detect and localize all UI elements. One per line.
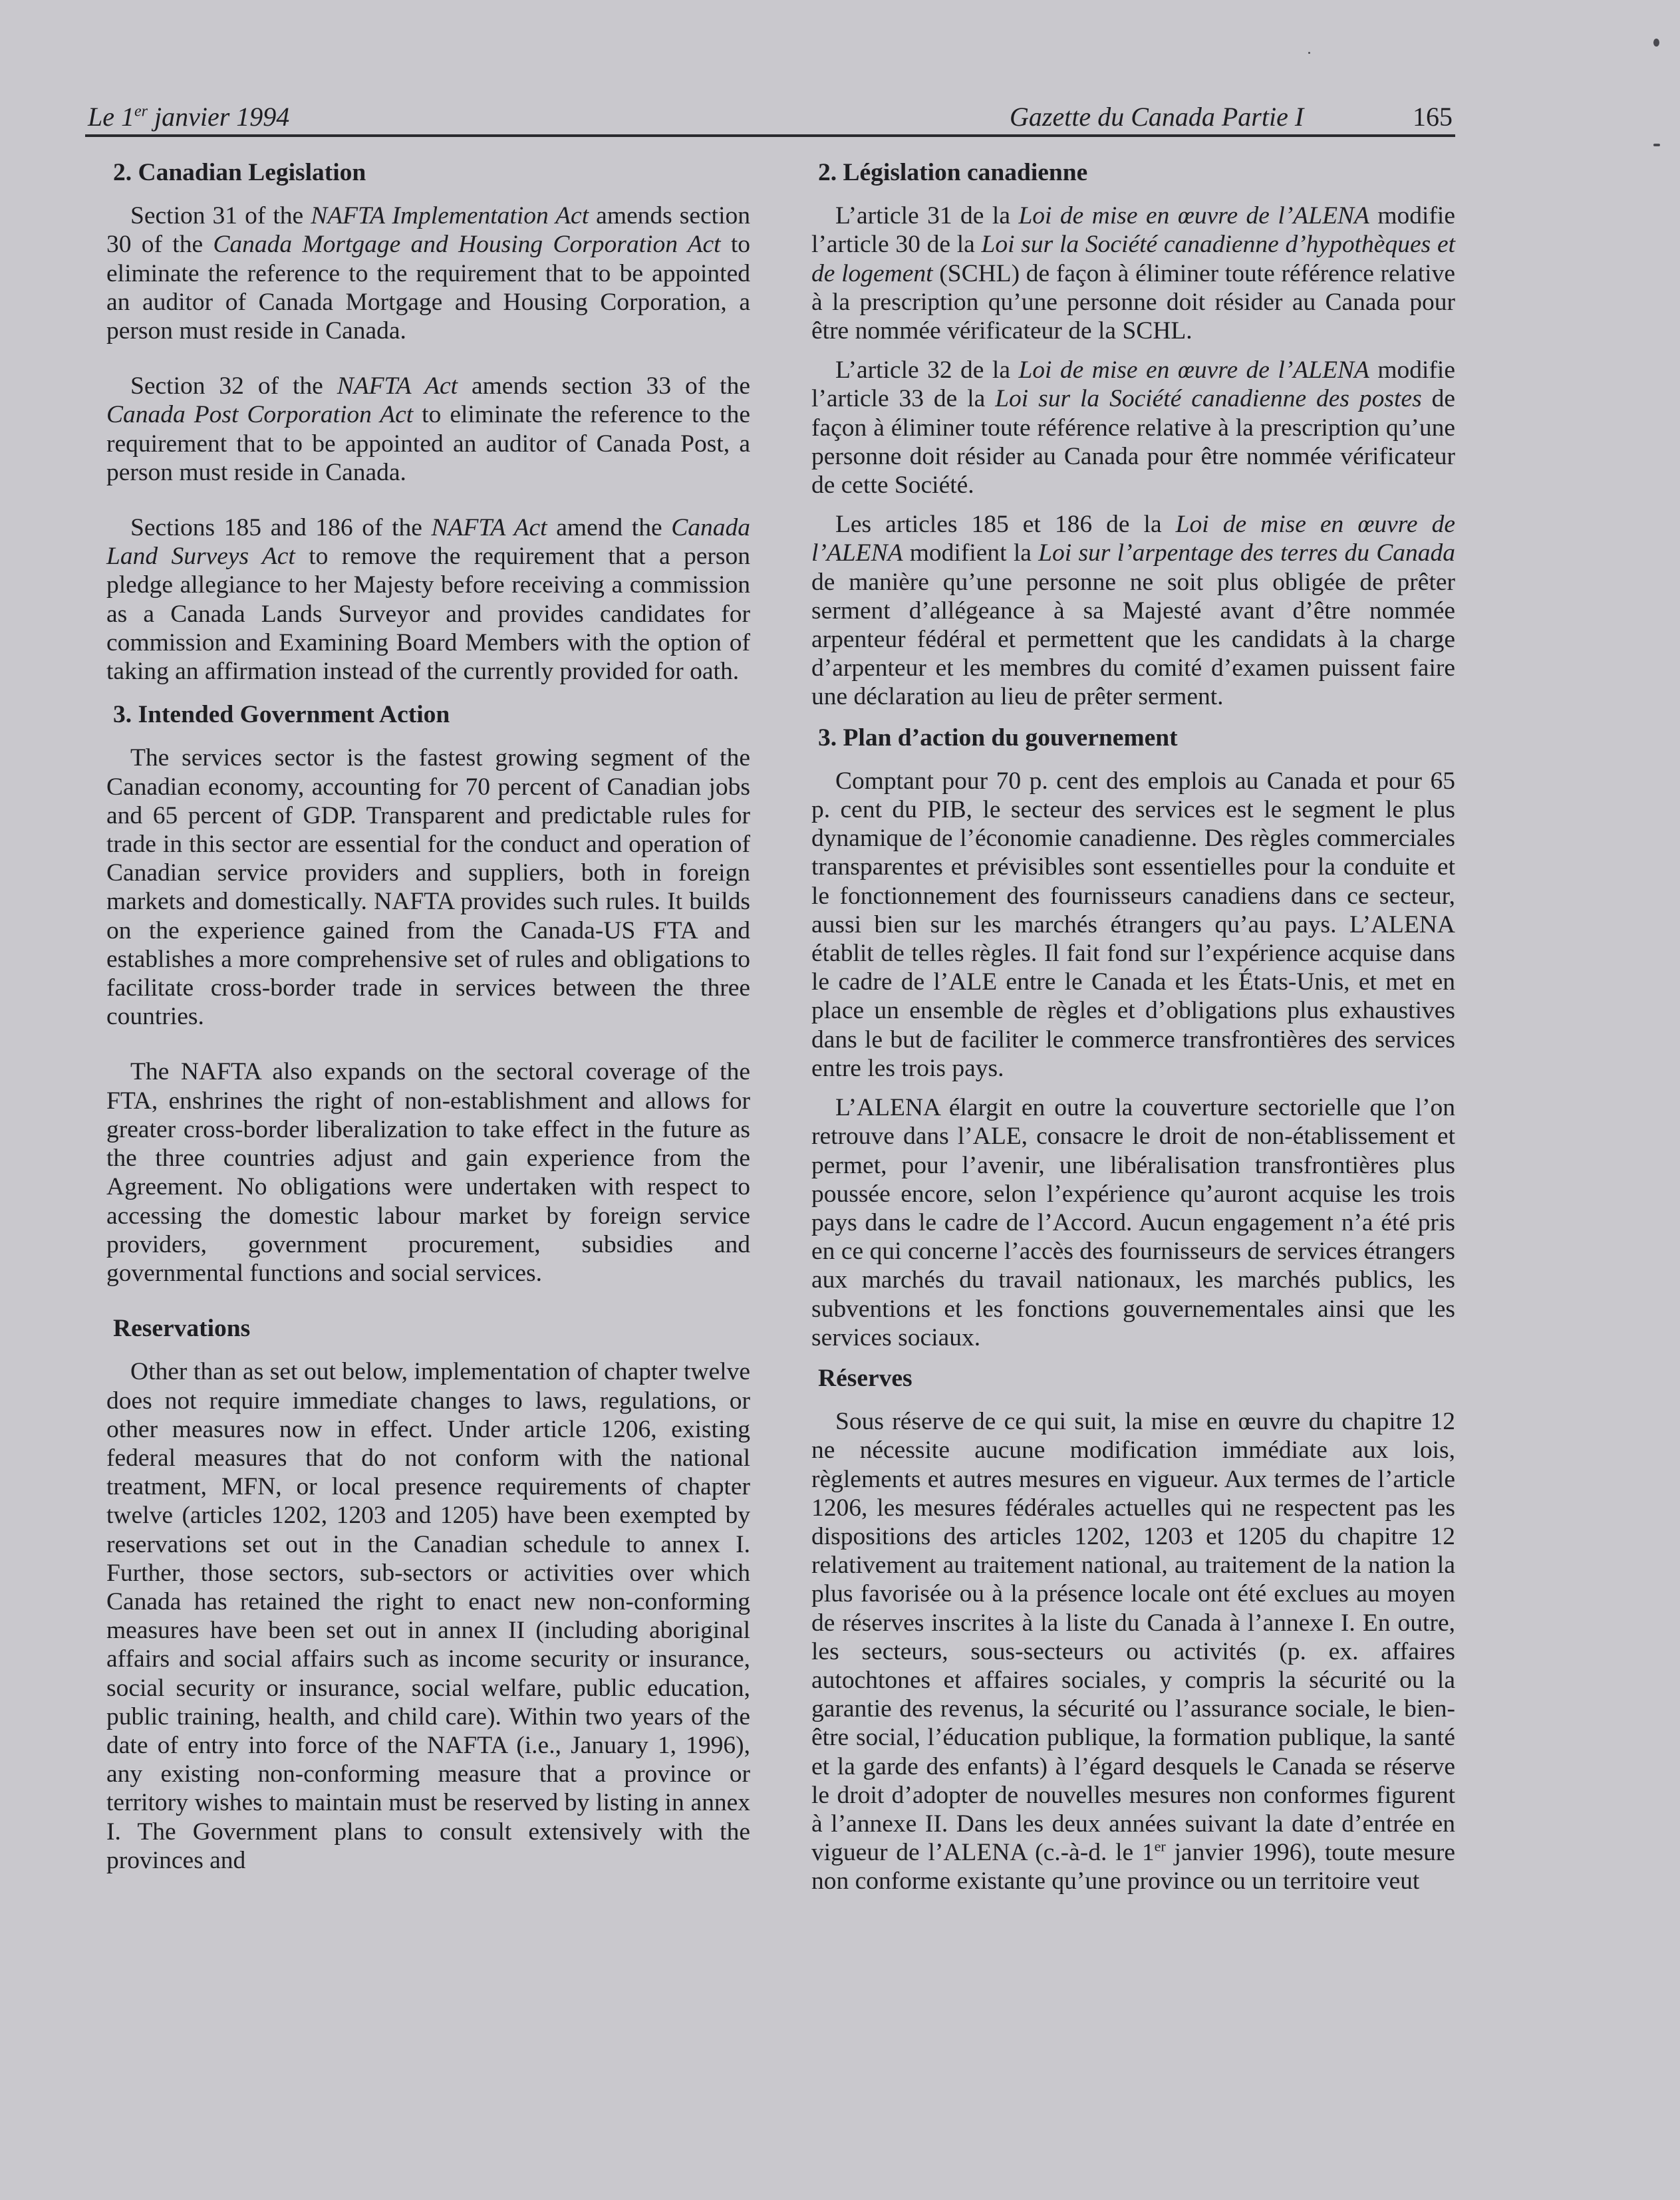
section-3-heading-fr: 3. Plan d’action du gouvernement — [818, 724, 1178, 752]
section-2-heading-en: 2. Canadian Legislation — [113, 159, 366, 186]
paragraph-s2-p1-fr: L’article 31 de la Loi de mise en œuvre de l’ALENA modifie l’article 30 de la Loi sur la Société canadienne d’hypothèques et de logement (SCHL) de façon à éliminer toute référence relative à la prescription qu’une personne doit résider au Canada pour être nommée vérificateur de la SCHL. — [811, 202, 1456, 345]
english-column — [106, 158, 750, 1901]
paragraph-s2-p3-en: Sections 185 and 186 of the NAFTA Act amend the Canada Land Surveys Act to remove the requirement that a person pledge allegiance to her Majesty before receiving a commission as a Canada Lands Surveyor and provides candidates for commission and Examining Board Members with the option of taking an affirmation instead of the currently provided for oath. — [106, 514, 750, 686]
reservations-heading-en: Reservations — [113, 1315, 251, 1343]
section-3-heading-en: 3. Intended Government Action — [113, 701, 450, 729]
paragraph-s2-p2-fr: L’article 32 de la Loi de mise en œuvre de l’ALENA modifie l’article 33 de la Loi sur la Société canadienne des postes de façon à éliminer toute référence relative à la prescription qu’une personne doit résider au Canada pour être nommée vérificateur de cette Société. — [811, 356, 1455, 499]
paragraph-reservations-en: Other than as set out below, implementation of chapter twelve does not require immediate changes to laws, regulations, or other measures now in effect. Under article 1206, existing federal measures that do not conform with the national treatment, MFN, or local presence requirements of chapter twelve (articles 1202, 1203 and 1205) have been exempted by reservations set out in the Canadian schedule to annex I. Further, those sectors, sub-sectors or activities over which Canada has retained the right to enact new non-conforming measures have been set out in annex II (including aboriginal affairs and social affairs such as income security or insurance, social security or insurance, social welfare, public education, public training, health, and child care). Within two years of the date of entry into force of the NAFTA (i.e., January 1, 1996), any existing non-conforming measure that a province or territory wishes to maintain must be reserved by listing in annex I. The Government plans to consult extensively with the provinces and — [106, 1358, 750, 1874]
reservations-heading-fr: Réserves — [818, 1364, 912, 1392]
paragraph-s2-p1-en: Section 31 of the NAFTA Implementation Act amends section 30 of the Canada Mortgage and Housing Corporation Act to eliminate the reference to the requirement that to be appointed an auditor of Canada Mortgage and Housing Corporation, a person must reside in Canada. — [106, 202, 750, 345]
section-2-heading-fr: 2. Législation canadienne — [818, 159, 1088, 186]
page-number: 165 — [1413, 102, 1453, 132]
paragraph-s2-p3-fr: Les articles 185 et 186 de la Loi de mise en œuvre de l’ALENA modifient la Loi sur l’arpentage des terres du Canada de manière qu’une personne ne soit plus obligée de prêter serment d’allégeance à sa Majesté avant d’être nommée arpenteur fédéral et permettent que les candidats à la charge d’arpenteur et les membres du comité d’examen puissent faire une déclaration au lieu de prêter serment. — [811, 511, 1456, 711]
paragraph-s3-p1-fr: Comptant pour 70 p. cent des emplois au Canada et pour 65 p. cent du PIB, le secteur des services est le segment le plus dynamique de l’économie canadienne. Des règles commerciales transparentes et prévisibles sont essentielles pour la conduite et le fonctionnement des fournisseurs canadiens dans ce secteur, aussi bien sur les marchés étrangers qu’au pays. L’ALENA établit de telles règles. Il fait fond sur l’expérience acquise dans le cadre de l’ALE entre le Canada et les États-Unis, et met en place un ensemble de règles et d’obligations plus exhaustives dans le but de faciliter le commerce transfrontières des services entre les trois pays. — [811, 767, 1455, 1082]
scan-speck — [1653, 144, 1660, 146]
scan-speck — [1308, 52, 1310, 54]
paragraph-reservations-fr: Sous réserve de ce qui suit, la mise en œuvre du chapitre 12 ne nécessite aucune modification immédiate aux lois, règlements et autres mesures en vigueur. Aux termes de l’article 1206, les mesures fédérales actuelles qui ne respectent pas les dispositions des articles 1202, 1203 et 1205 du chapitre 12 relativement au traitement national, au traitement de la nation la plus favorisée ou à la présence locale ont été exclues au moyen de réserves inscrites à la liste du Canada à l’annexe I. En outre, les secteurs, sous-secteurs ou activités (p. ex. affaires autochtones et affaires sociales, y compris la sécurité ou la garantie des revenus, la sécurité ou l’assurance sociale, le bien-être social, l’éducation publique, la formation publique, la santé et la garde des enfants) à l’égard desquels le Canada se réserve le droit d’adopter de nouvelles mesures non conformes figurent à l’annexe II. Dans les deux années suivant la date d’entrée en vigueur de l’ALENA (c.-à-d. le 1er janvier 1996), toute mesure non conforme existante qu’une province ou un territoire veut — [811, 1408, 1455, 1895]
paragraph-s3-p2-fr: L’ALENA élargit en outre la couverture sectorielle que l’on retrouve dans l’ALE, consacre le droit de non-établissement et permet, pour l’avenir, une libéralisation transfrontières plus poussée encore, selon l’expérience qu’auront acquise les trois pays dans le cadre de l’Accord. Aucun engagement n’a été pris en ce qui concerne l’accès des fournisseurs de services étrangers aux marchés du travail nationaux, les marchés publics, les subventions et les fonctions gouvernementales ainsi que les services sociaux. — [811, 1094, 1455, 1351]
paragraph-s3-p1-en: The services sector is the fastest growing segment of the Canadian economy, accounting for 70 percent of Canadian jobs and 65 percent of GDP. Transparent and predictable rules for trade in this sector are essential for the conduct and operation of Canadian service providers and suppliers, both in foreign markets and domestically. NAFTA provides such rules. It builds on the experience gained from the Canada-US FTA and establishes a more comprehensive set of rules and obligations to facilitate cross-border trade in services between the three countries. — [106, 744, 750, 1031]
header-date: Le 1er janvier 1994 — [88, 102, 290, 132]
header-publication: Gazette du Canada Partie I — [1010, 102, 1304, 132]
french-column — [811, 158, 1455, 1907]
scan-speck — [1653, 39, 1659, 47]
paragraph-s2-p2-en: Section 32 of the NAFTA Act amends section 33 of the Canada Post Corporation Act to eliminate the reference to the requirement that to be appointed an auditor of Canada Post, a person must reside in Canada. — [106, 372, 750, 486]
paragraph-s3-p2-en: The NAFTA also expands on the sectoral coverage of the FTA, enshrines the right of non-establishment and allows for greater cross-border liberalization to take effect in the future as the three countries adjust and gain experience from the Agreement. No obligations were undertaken with respect to accessing the domestic labour market by foreign service providers, government procurement, subsidies and governmental functions and social services. — [106, 1058, 750, 1287]
page-header — [85, 98, 1455, 137]
